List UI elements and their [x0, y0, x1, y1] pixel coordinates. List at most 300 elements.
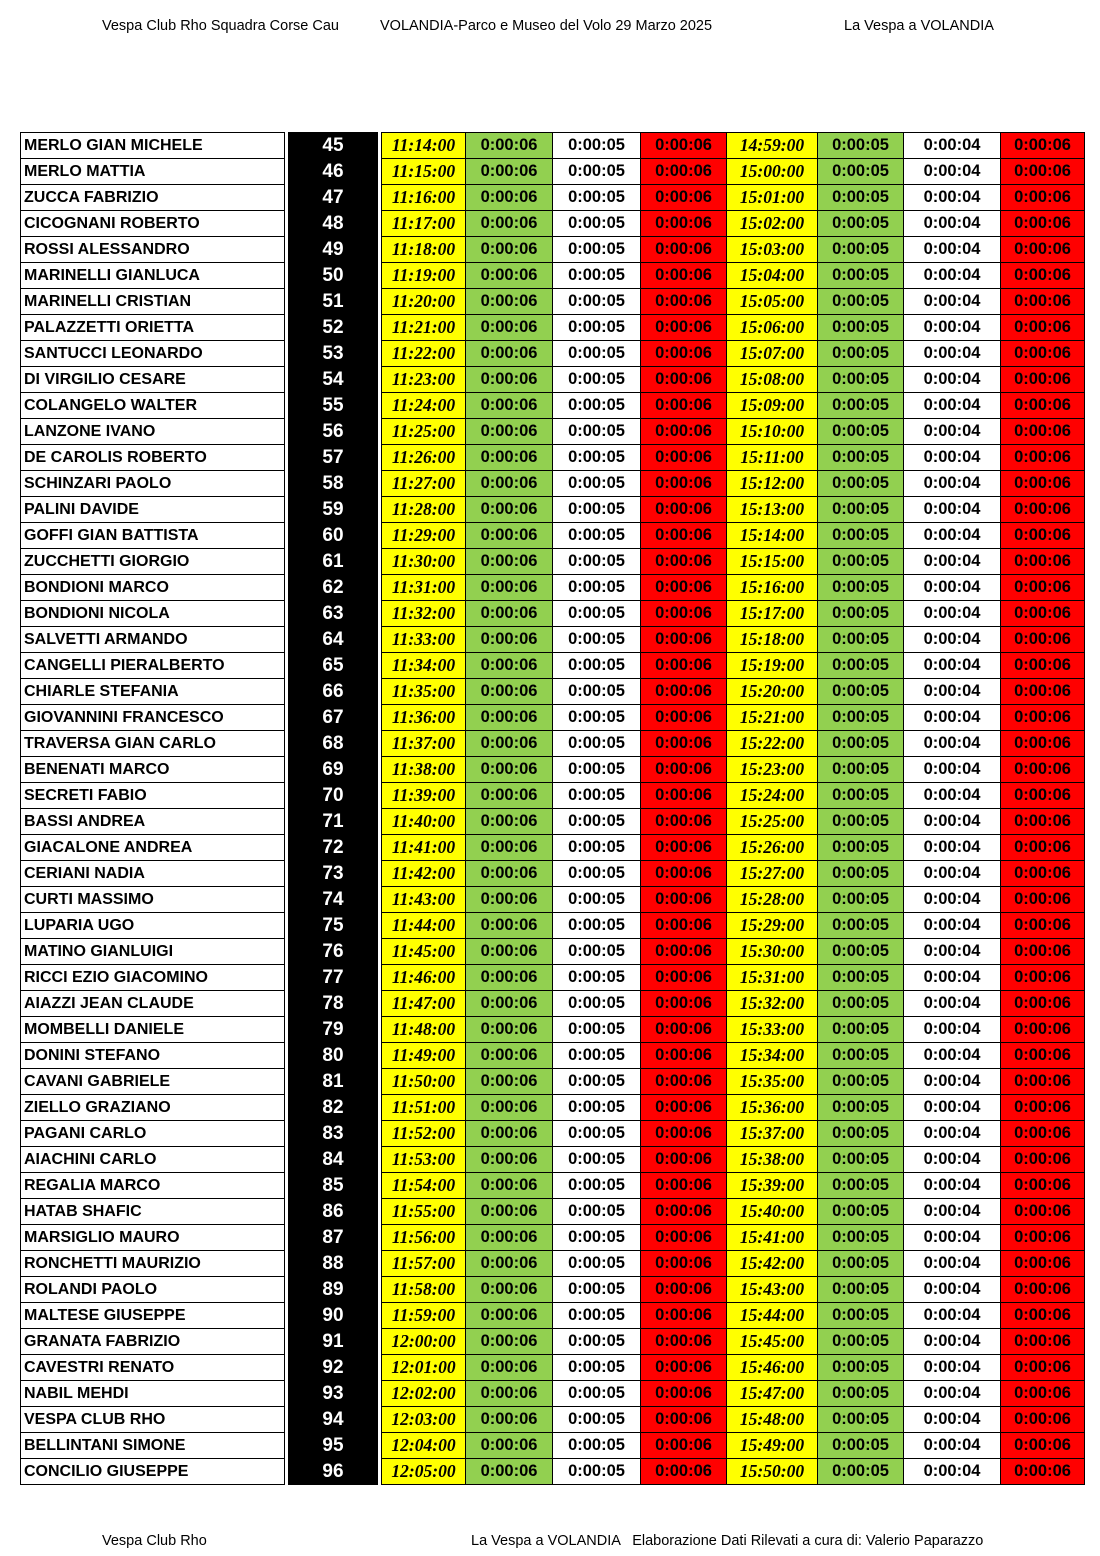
- time-cell-white-1: 0:00:05: [553, 471, 641, 497]
- time-cell-red-2: 0:00:06: [1001, 549, 1085, 575]
- time-cell-red-1: 0:00:06: [641, 497, 727, 523]
- race-number: 88: [289, 1251, 378, 1277]
- time-cell-red-2: 0:00:06: [1001, 1251, 1085, 1277]
- time-cell-green-2: 0:00:05: [818, 1407, 904, 1433]
- participant-name: SALVETTI ARMANDO: [21, 627, 285, 653]
- start-time-2: 15:31:00: [727, 965, 818, 991]
- time-cell-white-1: 0:00:05: [553, 315, 641, 341]
- race-number: 77: [289, 965, 378, 991]
- time-cell-red-2: 0:00:06: [1001, 913, 1085, 939]
- time-cell-green-2: 0:00:05: [818, 393, 904, 419]
- start-time-2: 15:26:00: [727, 835, 818, 861]
- start-time-1: 11:34:00: [382, 653, 466, 679]
- time-cell-green-1: 0:00:06: [466, 1121, 553, 1147]
- time-cell-green-2: 0:00:05: [818, 653, 904, 679]
- race-number: 53: [289, 341, 378, 367]
- start-time-1: 11:17:00: [382, 211, 466, 237]
- start-time-2: 15:18:00: [727, 627, 818, 653]
- start-time-1: 11:32:00: [382, 601, 466, 627]
- time-cell-red-2: 0:00:06: [1001, 1121, 1085, 1147]
- start-time-2: 15:35:00: [727, 1069, 818, 1095]
- time-cell-red-1: 0:00:06: [641, 731, 727, 757]
- time-cell-red-2: 0:00:06: [1001, 1433, 1085, 1459]
- time-cell-white-1: 0:00:05: [553, 1381, 641, 1407]
- time-cell-red-2: 0:00:06: [1001, 263, 1085, 289]
- race-number: 84: [289, 1147, 378, 1173]
- start-time-1: 11:30:00: [382, 549, 466, 575]
- time-cell-red-1: 0:00:06: [641, 757, 727, 783]
- start-time-1: 11:21:00: [382, 315, 466, 341]
- start-time-1: 11:58:00: [382, 1277, 466, 1303]
- time-cell-red-1: 0:00:06: [641, 393, 727, 419]
- time-cell-white-2: 0:00:04: [904, 887, 1001, 913]
- table-row: [21, 783, 1085, 809]
- time-cell-green-2: 0:00:05: [818, 1199, 904, 1225]
- time-cell-green-2: 0:00:05: [818, 523, 904, 549]
- table-row: [21, 809, 1085, 835]
- start-time-1: 11:18:00: [382, 237, 466, 263]
- start-time-2: 15:42:00: [727, 1251, 818, 1277]
- time-cell-green-2: 0:00:05: [818, 1069, 904, 1095]
- time-cell-red-2: 0:00:06: [1001, 1043, 1085, 1069]
- time-cell-red-1: 0:00:06: [641, 1225, 727, 1251]
- time-cell-green-2: 0:00:05: [818, 575, 904, 601]
- start-time-1: 11:57:00: [382, 1251, 466, 1277]
- time-cell-white-2: 0:00:04: [904, 1433, 1001, 1459]
- time-cell-white-1: 0:00:05: [553, 835, 641, 861]
- time-cell-white-2: 0:00:04: [904, 497, 1001, 523]
- participant-name: ROSSI ALESSANDRO: [21, 237, 285, 263]
- time-cell-red-2: 0:00:06: [1001, 1147, 1085, 1173]
- race-number: 62: [289, 575, 378, 601]
- time-cell-red-1: 0:00:06: [641, 939, 727, 965]
- time-cell-green-2: 0:00:05: [818, 315, 904, 341]
- time-cell-red-1: 0:00:06: [641, 1173, 727, 1199]
- table-row: [21, 211, 1085, 237]
- time-cell-white-1: 0:00:05: [553, 1173, 641, 1199]
- participant-name: TRAVERSA GIAN CARLO: [21, 731, 285, 757]
- time-cell-red-1: 0:00:06: [641, 1069, 727, 1095]
- participant-name: DONINI STEFANO: [21, 1043, 285, 1069]
- time-cell-green-2: 0:00:05: [818, 887, 904, 913]
- time-cell-green-1: 0:00:06: [466, 1017, 553, 1043]
- time-cell-red-1: 0:00:06: [641, 419, 727, 445]
- footer-club-name: Vespa Club Rho: [102, 1533, 207, 1549]
- participant-name: RICCI EZIO GIACOMINO: [21, 965, 285, 991]
- time-cell-red-2: 0:00:06: [1001, 1355, 1085, 1381]
- start-time-1: 11:54:00: [382, 1173, 466, 1199]
- time-cell-red-1: 0:00:06: [641, 835, 727, 861]
- table-row: [21, 549, 1085, 575]
- race-number: 78: [289, 991, 378, 1017]
- time-cell-red-2: 0:00:06: [1001, 393, 1085, 419]
- time-cell-white-1: 0:00:05: [553, 1017, 641, 1043]
- race-number: 60: [289, 523, 378, 549]
- time-cell-green-2: 0:00:05: [818, 445, 904, 471]
- start-time-2: 15:20:00: [727, 679, 818, 705]
- participant-name: AIAZZI JEAN CLAUDE: [21, 991, 285, 1017]
- start-time-1: 11:31:00: [382, 575, 466, 601]
- start-time-1: 11:41:00: [382, 835, 466, 861]
- race-number: 72: [289, 835, 378, 861]
- time-cell-green-1: 0:00:06: [466, 341, 553, 367]
- time-cell-green-2: 0:00:05: [818, 1251, 904, 1277]
- time-cell-white-1: 0:00:05: [553, 991, 641, 1017]
- time-cell-red-1: 0:00:06: [641, 1303, 727, 1329]
- start-time-2: 15:48:00: [727, 1407, 818, 1433]
- time-cell-white-1: 0:00:05: [553, 887, 641, 913]
- participant-name: BASSI ANDREA: [21, 809, 285, 835]
- time-cell-white-1: 0:00:05: [553, 367, 641, 393]
- race-number: 64: [289, 627, 378, 653]
- race-number: 66: [289, 679, 378, 705]
- time-cell-green-2: 0:00:05: [818, 237, 904, 263]
- race-number: 70: [289, 783, 378, 809]
- start-time-2: 15:34:00: [727, 1043, 818, 1069]
- table-row: [21, 471, 1085, 497]
- participant-name: SCHINZARI PAOLO: [21, 471, 285, 497]
- table-row: [21, 289, 1085, 315]
- table-row: [21, 1121, 1085, 1147]
- time-cell-green-1: 0:00:06: [466, 1173, 553, 1199]
- table-row: [21, 237, 1085, 263]
- table-row: [21, 341, 1085, 367]
- time-cell-green-1: 0:00:06: [466, 1199, 553, 1225]
- table-row: [21, 1433, 1085, 1459]
- time-cell-white-1: 0:00:05: [553, 159, 641, 185]
- time-cell-white-2: 0:00:04: [904, 1459, 1001, 1485]
- time-cell-green-1: 0:00:06: [466, 211, 553, 237]
- start-time-2: 15:43:00: [727, 1277, 818, 1303]
- time-cell-green-2: 0:00:05: [818, 679, 904, 705]
- time-cell-red-1: 0:00:06: [641, 705, 727, 731]
- time-cell-green-2: 0:00:05: [818, 289, 904, 315]
- table-row: [21, 653, 1085, 679]
- time-cell-green-2: 0:00:05: [818, 471, 904, 497]
- time-cell-green-1: 0:00:06: [466, 315, 553, 341]
- participant-name: PALINI DAVIDE: [21, 497, 285, 523]
- time-cell-white-2: 0:00:04: [904, 757, 1001, 783]
- start-time-1: 11:26:00: [382, 445, 466, 471]
- time-cell-red-2: 0:00:06: [1001, 133, 1085, 159]
- time-cell-green-2: 0:00:05: [818, 1303, 904, 1329]
- time-cell-red-1: 0:00:06: [641, 549, 727, 575]
- race-number: 96: [289, 1459, 378, 1485]
- participant-name: MARINELLI GIANLUCA: [21, 263, 285, 289]
- time-cell-green-2: 0:00:05: [818, 1173, 904, 1199]
- start-time-2: 15:23:00: [727, 757, 818, 783]
- race-number: 58: [289, 471, 378, 497]
- table-row: [21, 705, 1085, 731]
- time-cell-red-1: 0:00:06: [641, 1043, 727, 1069]
- time-cell-white-2: 0:00:04: [904, 1017, 1001, 1043]
- race-number: 85: [289, 1173, 378, 1199]
- header-club-name: Vespa Club Rho Squadra Corse Cau: [102, 18, 339, 34]
- start-time-1: 11:46:00: [382, 965, 466, 991]
- start-time-2: 15:05:00: [727, 289, 818, 315]
- start-time-1: 11:37:00: [382, 731, 466, 757]
- table-row: [21, 367, 1085, 393]
- time-cell-green-2: 0:00:05: [818, 861, 904, 887]
- time-cell-red-1: 0:00:06: [641, 263, 727, 289]
- race-number: 63: [289, 601, 378, 627]
- start-time-1: 11:27:00: [382, 471, 466, 497]
- participant-name: ROLANDI PAOLO: [21, 1277, 285, 1303]
- time-cell-green-1: 0:00:06: [466, 965, 553, 991]
- time-cell-red-1: 0:00:06: [641, 1407, 727, 1433]
- table-row: [21, 939, 1085, 965]
- start-time-2: 15:49:00: [727, 1433, 818, 1459]
- time-cell-green-2: 0:00:05: [818, 133, 904, 159]
- start-time-2: 15:45:00: [727, 1329, 818, 1355]
- time-cell-green-1: 0:00:06: [466, 1043, 553, 1069]
- time-cell-red-2: 0:00:06: [1001, 679, 1085, 705]
- start-time-1: 11:53:00: [382, 1147, 466, 1173]
- table-row: [21, 1043, 1085, 1069]
- start-time-2: 15:09:00: [727, 393, 818, 419]
- time-cell-green-1: 0:00:06: [466, 1459, 553, 1485]
- time-cell-white-2: 0:00:04: [904, 601, 1001, 627]
- start-time-1: 11:50:00: [382, 1069, 466, 1095]
- start-time-1: 11:36:00: [382, 705, 466, 731]
- start-time-2: 15:41:00: [727, 1225, 818, 1251]
- time-cell-green-1: 0:00:06: [466, 1355, 553, 1381]
- table-row: [21, 991, 1085, 1017]
- time-cell-red-2: 0:00:06: [1001, 523, 1085, 549]
- race-number: 79: [289, 1017, 378, 1043]
- time-cell-white-1: 0:00:05: [553, 523, 641, 549]
- time-cell-white-2: 0:00:04: [904, 1043, 1001, 1069]
- time-cell-red-1: 0:00:06: [641, 1095, 727, 1121]
- time-cell-green-2: 0:00:05: [818, 757, 904, 783]
- race-number: 87: [289, 1225, 378, 1251]
- time-cell-white-1: 0:00:05: [553, 549, 641, 575]
- start-time-1: 11:47:00: [382, 991, 466, 1017]
- time-cell-white-2: 0:00:04: [904, 679, 1001, 705]
- start-time-1: 11:45:00: [382, 939, 466, 965]
- start-time-1: 11:55:00: [382, 1199, 466, 1225]
- time-cell-green-1: 0:00:06: [466, 1251, 553, 1277]
- time-cell-white-2: 0:00:04: [904, 1407, 1001, 1433]
- participant-name: GRANATA FABRIZIO: [21, 1329, 285, 1355]
- footer-credits: La Vespa a VOLANDIA Elaborazione Dati Rilevati a cura di: Valerio Paparazzo: [471, 1533, 984, 1549]
- participant-name: MARSIGLIO MAURO: [21, 1225, 285, 1251]
- table-row: [21, 263, 1085, 289]
- time-cell-white-1: 0:00:05: [553, 809, 641, 835]
- table-row: [21, 497, 1085, 523]
- start-time-1: 11:59:00: [382, 1303, 466, 1329]
- time-cell-white-1: 0:00:05: [553, 1251, 641, 1277]
- race-number: 57: [289, 445, 378, 471]
- start-time-2: 15:28:00: [727, 887, 818, 913]
- time-cell-white-1: 0:00:05: [553, 1069, 641, 1095]
- start-time-2: 15:22:00: [727, 731, 818, 757]
- start-time-1: 11:24:00: [382, 393, 466, 419]
- time-cell-white-1: 0:00:05: [553, 731, 641, 757]
- start-time-1: 11:44:00: [382, 913, 466, 939]
- start-time-2: 15:37:00: [727, 1121, 818, 1147]
- time-cell-white-2: 0:00:04: [904, 1121, 1001, 1147]
- race-number: 75: [289, 913, 378, 939]
- table-row: [21, 1017, 1085, 1043]
- time-cell-red-1: 0:00:06: [641, 1121, 727, 1147]
- time-cell-green-1: 0:00:06: [466, 497, 553, 523]
- start-time-2: 15:33:00: [727, 1017, 818, 1043]
- time-cell-white-1: 0:00:05: [553, 705, 641, 731]
- time-cell-red-2: 0:00:06: [1001, 367, 1085, 393]
- time-cell-red-1: 0:00:06: [641, 1147, 727, 1173]
- participant-name: COLANGELO WALTER: [21, 393, 285, 419]
- time-cell-green-2: 0:00:05: [818, 1043, 904, 1069]
- time-cell-white-2: 0:00:04: [904, 1329, 1001, 1355]
- time-cell-white-1: 0:00:05: [553, 419, 641, 445]
- table-row: [21, 523, 1085, 549]
- time-cell-green-1: 0:00:06: [466, 627, 553, 653]
- time-cell-red-1: 0:00:06: [641, 783, 727, 809]
- participant-name: LUPARIA UGO: [21, 913, 285, 939]
- table-row: [21, 575, 1085, 601]
- time-cell-red-2: 0:00:06: [1001, 159, 1085, 185]
- start-time-2: 15:40:00: [727, 1199, 818, 1225]
- table-row: [21, 1199, 1085, 1225]
- table-row: [21, 315, 1085, 341]
- table-row: [21, 1277, 1085, 1303]
- time-cell-white-1: 0:00:05: [553, 133, 641, 159]
- time-cell-white-2: 0:00:04: [904, 315, 1001, 341]
- start-time-2: 15:27:00: [727, 861, 818, 887]
- time-cell-white-1: 0:00:05: [553, 341, 641, 367]
- time-cell-white-1: 0:00:05: [553, 1277, 641, 1303]
- start-time-2: 15:00:00: [727, 159, 818, 185]
- time-cell-red-1: 0:00:06: [641, 601, 727, 627]
- time-cell-white-2: 0:00:04: [904, 705, 1001, 731]
- header-event-title: VOLANDIA-Parco e Museo del Volo 29 Marzo 2025: [380, 18, 713, 34]
- table-row: [21, 1407, 1085, 1433]
- time-cell-white-1: 0:00:05: [553, 1407, 641, 1433]
- time-cell-white-1: 0:00:05: [553, 263, 641, 289]
- start-time-1: 11:33:00: [382, 627, 466, 653]
- participant-name: CICOGNANI ROBERTO: [21, 211, 285, 237]
- start-time-2: 15:24:00: [727, 783, 818, 809]
- time-cell-red-1: 0:00:06: [641, 679, 727, 705]
- time-cell-green-1: 0:00:06: [466, 731, 553, 757]
- time-cell-red-1: 0:00:06: [641, 211, 727, 237]
- time-cell-green-1: 0:00:06: [466, 289, 553, 315]
- start-time-1: 12:05:00: [382, 1459, 466, 1485]
- time-cell-green-2: 0:00:05: [818, 497, 904, 523]
- time-cell-green-1: 0:00:06: [466, 549, 553, 575]
- start-time-1: 11:39:00: [382, 783, 466, 809]
- time-cell-white-2: 0:00:04: [904, 419, 1001, 445]
- table-row: [21, 835, 1085, 861]
- race-number: 46: [289, 159, 378, 185]
- time-cell-green-2: 0:00:05: [818, 549, 904, 575]
- time-cell-red-1: 0:00:06: [641, 237, 727, 263]
- race-number: 90: [289, 1303, 378, 1329]
- time-cell-green-2: 0:00:05: [818, 1121, 904, 1147]
- participant-name: CANGELLI PIERALBERTO: [21, 653, 285, 679]
- race-number: 92: [289, 1355, 378, 1381]
- time-cell-red-1: 0:00:06: [641, 1459, 727, 1485]
- time-cell-green-1: 0:00:06: [466, 1381, 553, 1407]
- race-number: 67: [289, 705, 378, 731]
- time-cell-white-1: 0:00:05: [553, 445, 641, 471]
- time-cell-white-1: 0:00:05: [553, 1199, 641, 1225]
- time-cell-white-2: 0:00:04: [904, 1069, 1001, 1095]
- time-cell-red-1: 0:00:06: [641, 471, 727, 497]
- table-row: [21, 1225, 1085, 1251]
- start-time-1: 12:02:00: [382, 1381, 466, 1407]
- time-cell-white-2: 0:00:04: [904, 731, 1001, 757]
- time-cell-green-1: 0:00:06: [466, 757, 553, 783]
- time-cell-red-2: 0:00:06: [1001, 1095, 1085, 1121]
- participant-name: PALAZZETTI ORIETTA: [21, 315, 285, 341]
- time-cell-green-2: 0:00:05: [818, 627, 904, 653]
- table-row: [21, 159, 1085, 185]
- time-cell-red-2: 0:00:06: [1001, 809, 1085, 835]
- time-cell-white-1: 0:00:05: [553, 393, 641, 419]
- time-cell-white-2: 0:00:04: [904, 263, 1001, 289]
- start-time-1: 11:16:00: [382, 185, 466, 211]
- start-time-2: 15:30:00: [727, 939, 818, 965]
- time-cell-red-2: 0:00:06: [1001, 627, 1085, 653]
- table-row: [21, 185, 1085, 211]
- race-number: 68: [289, 731, 378, 757]
- time-cell-red-2: 0:00:06: [1001, 1199, 1085, 1225]
- participant-name: SECRETI FABIO: [21, 783, 285, 809]
- time-cell-green-1: 0:00:06: [466, 939, 553, 965]
- start-time-2: 15:50:00: [727, 1459, 818, 1485]
- time-cell-red-2: 0:00:06: [1001, 1069, 1085, 1095]
- time-cell-red-2: 0:00:06: [1001, 861, 1085, 887]
- race-number: 65: [289, 653, 378, 679]
- time-cell-white-2: 0:00:04: [904, 913, 1001, 939]
- time-cell-green-1: 0:00:06: [466, 887, 553, 913]
- start-time-1: 11:48:00: [382, 1017, 466, 1043]
- race-number: 52: [289, 315, 378, 341]
- time-cell-white-2: 0:00:04: [904, 1147, 1001, 1173]
- time-cell-green-1: 0:00:06: [466, 1329, 553, 1355]
- time-cell-green-2: 0:00:05: [818, 1017, 904, 1043]
- start-time-1: 11:51:00: [382, 1095, 466, 1121]
- participant-name: CHIARLE STEFANIA: [21, 679, 285, 705]
- time-cell-red-2: 0:00:06: [1001, 731, 1085, 757]
- race-number: 51: [289, 289, 378, 315]
- time-cell-white-1: 0:00:05: [553, 575, 641, 601]
- time-cell-red-2: 0:00:06: [1001, 289, 1085, 315]
- time-cell-green-1: 0:00:06: [466, 861, 553, 887]
- time-cell-red-2: 0:00:06: [1001, 1225, 1085, 1251]
- start-time-1: 11:42:00: [382, 861, 466, 887]
- time-cell-green-2: 0:00:05: [818, 159, 904, 185]
- time-cell-red-2: 0:00:06: [1001, 445, 1085, 471]
- table-row: [21, 1355, 1085, 1381]
- start-time-1: 11:38:00: [382, 757, 466, 783]
- time-cell-green-1: 0:00:06: [466, 835, 553, 861]
- time-cell-red-1: 0:00:06: [641, 809, 727, 835]
- time-cell-white-2: 0:00:04: [904, 861, 1001, 887]
- time-cell-white-2: 0:00:04: [904, 367, 1001, 393]
- time-cell-green-2: 0:00:05: [818, 1277, 904, 1303]
- participant-name: RONCHETTI MAURIZIO: [21, 1251, 285, 1277]
- time-cell-green-2: 0:00:05: [818, 783, 904, 809]
- participant-name: DE CAROLIS ROBERTO: [21, 445, 285, 471]
- time-cell-green-2: 0:00:05: [818, 1147, 904, 1173]
- time-cell-red-1: 0:00:06: [641, 523, 727, 549]
- time-cell-red-2: 0:00:06: [1001, 965, 1085, 991]
- table-row: [21, 1147, 1085, 1173]
- start-time-1: 11:14:00: [382, 133, 466, 159]
